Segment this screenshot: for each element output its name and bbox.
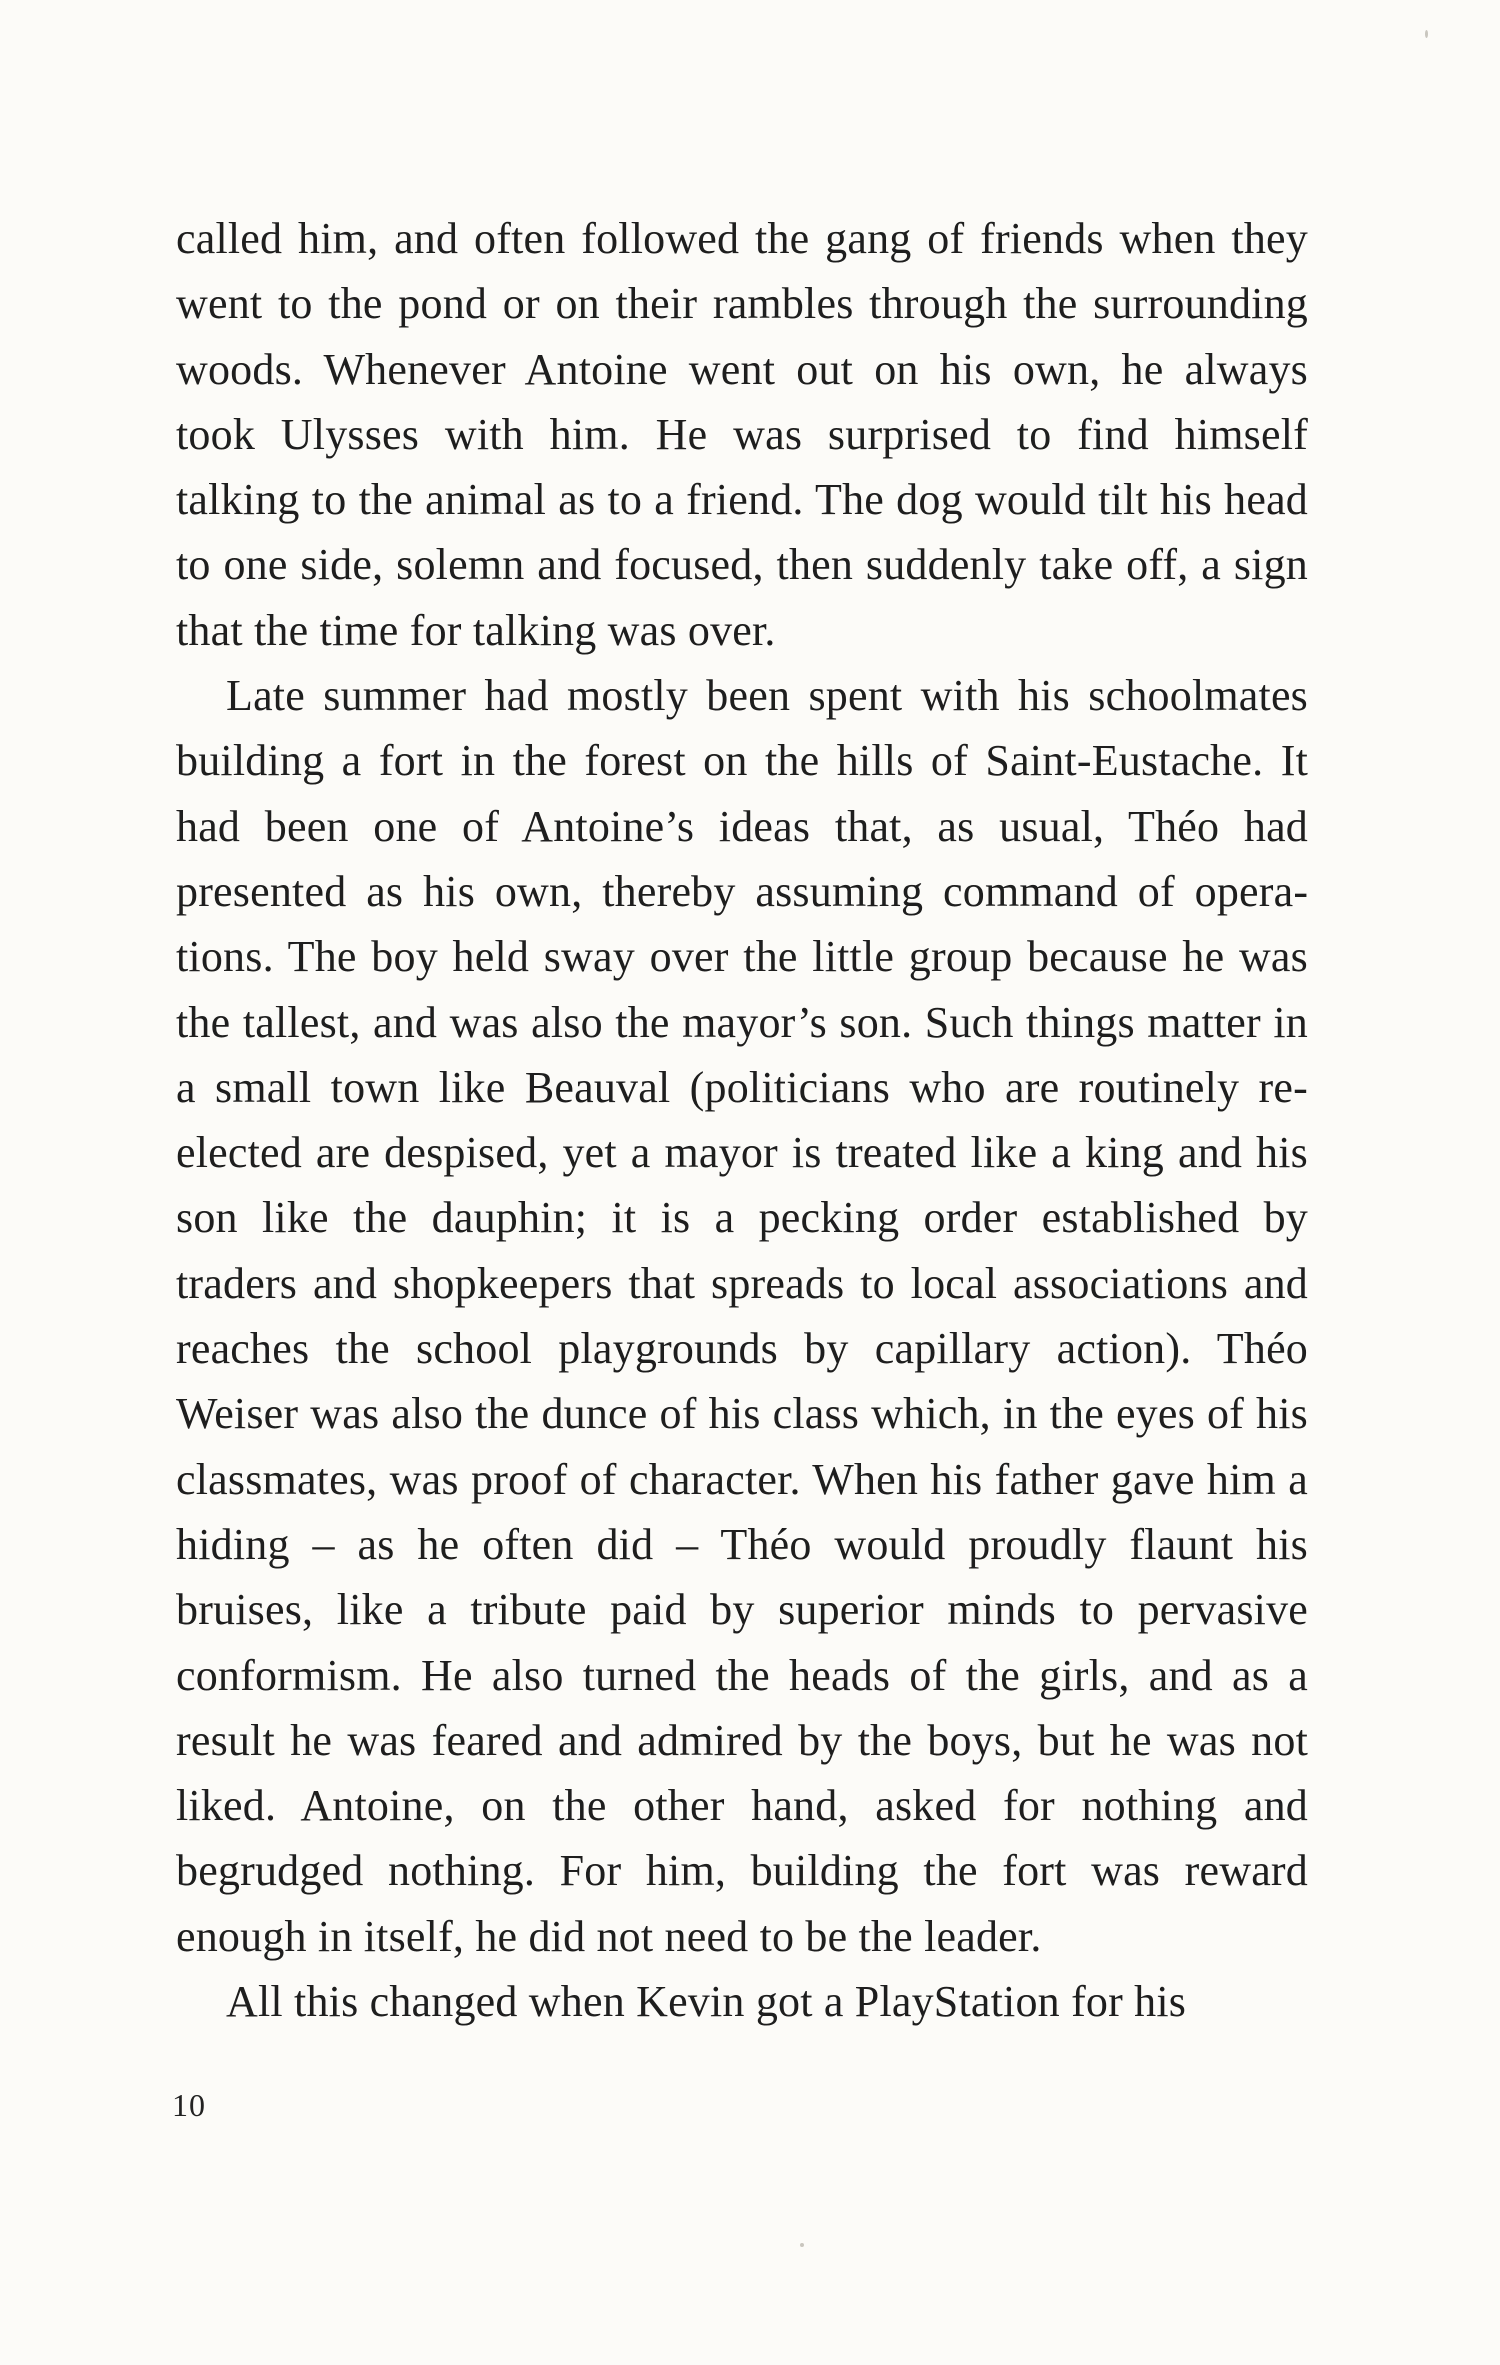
page-number: 10 [172, 2087, 206, 2123]
paragraph-2: Late summer had mostly been spent with his schoolmates building a fort in the forest on the hills of Saint-Eustache. It had been one of Antoine’s ideas that, as usual, Théo had presented as his own, thereby assuming command of operations. The boy held sway over the little group because he was the tallest, and was also the mayor’s son. Such things matter in a small town like Beauval (politicians who are routinely re-elected are despised, yet a mayor is treated like a king and his son like the dauphin; it is a pecking order established by traders and shopkeepers that spreads to local associations and reaches the school playgrounds by capillary action). Théo Weiser was also the dunce of his class which, in the eyes of his classmates, was proof of character. When his father gave him a hiding – as he often did – Théo would proudly flaunt his bruises, like a tribute paid by superior minds to pervasive conformism. He also turned the heads of the girls, and as a result he was feared and admired by the boys, but he was not liked. Antoine, on the other hand, asked for nothing and begrudged nothing. For him, building the fort was reward enough in itself, he did not need to be the leader. [176, 671, 1308, 1961]
paragraph-1: called him, and often followed the gang of friends when they went to the pond or on their rambles through the surrounding woods. Whenever Antoine went out on his own, he always took Ulysses with him. He was surprised to find himself talking to the animal as to a friend. The dog would tilt his head to one side, solemn and focused, then suddenly take off, a sign that the time for talking was over. [176, 214, 1308, 655]
paragraph-3: All this changed when Kevin got a PlayStation for his [226, 1977, 1187, 2027]
paper-speck [800, 2243, 804, 2247]
paper-speck [1425, 30, 1428, 38]
body-text [176, 206, 1308, 2034]
